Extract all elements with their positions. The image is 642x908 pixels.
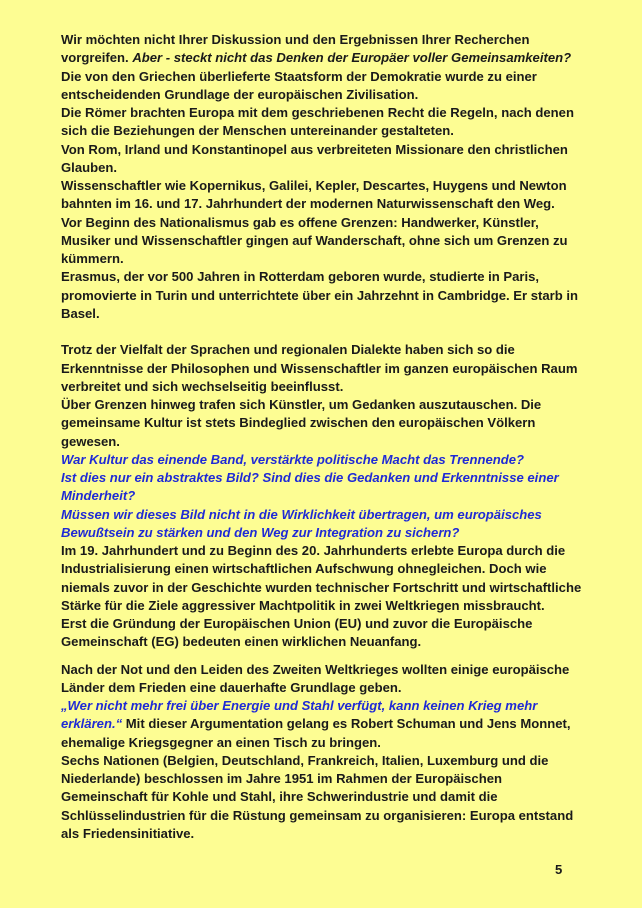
- document-page: [61, 31, 591, 843]
- quote-followup: Mit dieser Argumentation gelang es Robert Schuman und Jens Monnet, ehemalige Kriegsgegner an einen Tisch zu bringen.: [61, 716, 571, 750]
- paragraph-missionaries: Von Rom, Irland und Konstantinopel aus verbreiteten Missionare den christlichen Glauben.: [61, 141, 568, 175]
- schuman-quote: „Wer nicht mehr frei über Energie und Stahl verfügt, kann keinen Krieg mehr erklären.“: [61, 698, 538, 732]
- paragraph-artists: Über Grenzen hinweg trafen sich Künstler, um Gedanken auszutauschen. Die gemeinsame Kultur ist stets Bindeglied zwischen den europäischen Völkern gewesen.: [61, 397, 542, 449]
- question-abstract: Ist dies nur ein abstraktes Bild? Sind dies die Gedanken und Erkenntnisse einer Minderheit?: [61, 470, 559, 504]
- paragraph-romans: Die Römer brachten Europa mit dem geschriebenen Recht die Regeln, nach denen sich die Beziehungen der Menschen untereinander gestalteten.: [61, 105, 574, 139]
- paragraph-scientists: Wissenschaftler wie Kopernikus, Galilei, Kepler, Descartes, Huygens und Newton bahnten im 16. und 17. Jahrhundert der modernen Naturwissenschaft den Weg.: [61, 178, 567, 212]
- paragraph-industrialization: Im 19. Jahrhundert und zu Beginn des 20. Jahrhunderts erlebte Europa durch die Industrialisierung einen wirtschaftlichen Aufschwung ohnegleichen. Doch wie niemals zuvor in der Geschichte wurden technischer Fortschritt und wirtschaftliche Stärke für die Ziele aggressiver Machtpolitik in zwei Weltkriegen missbraucht.: [61, 543, 582, 613]
- paragraph-democracy: Die von den Griechen überlieferte Staatsform der Demokratie wurde zu einer entscheidenden Grundlage der europäischen Zivilisation.: [61, 68, 537, 102]
- paragraph-quote: [61, 697, 591, 752]
- paragraph-postwar: Nach der Not und den Leiden des Zweiten Weltkrieges wollten einige europäische Länder dem Frieden eine dauerhafte Grundlage geben.: [61, 661, 570, 695]
- intro-text: Wir möchten nicht Ihrer Diskussion und den Ergebnissen Ihrer Recherchen vorgreifen.: [61, 32, 530, 66]
- section-culture: [61, 341, 591, 542]
- section-peace: [61, 661, 591, 844]
- paragraph-eu-founding: Erst die Gründung der Europäischen Union (EU) und zuvor die Europäische Gemeinschaft (EG) bedeuten einen wirklichen Neuanfang.: [61, 616, 533, 650]
- question-culture: War Kultur das einende Band, verstärkte politische Macht das Trennende?: [61, 451, 525, 467]
- paragraph-ecsc: Sechs Nationen (Belgien, Deutschland, Frankreich, Italien, Luxemburg und die Niederlande) beschlossen im Jahre 1951 im Rahmen der Europäischen Gemeinschaft für Kohle und Stahl, ihre Schwerindustrie und damit die Schlüsselindustrien für die Rüstung gemeinsam zu organisieren: Europa entstand als Friedensinitiative.: [61, 752, 574, 841]
- intro-question: Aber - steckt nicht das Denken der Europäer voller Gemeinsamkeiten?: [132, 50, 572, 66]
- paragraph-intro: [61, 31, 591, 68]
- paragraph-diversity: Trotz der Vielfalt der Sprachen und regionalen Dialekte haben sich so die Erkenntnisse der Philosophen und Wissenschaftler im ganzen europäischen Raum verbreitet und sich wechselseitig beeinflusst.: [61, 342, 578, 394]
- page-number: 5: [555, 862, 563, 877]
- paragraph-erasmus: Erasmus, der vor 500 Jahren in Rotterdam geboren wurde, studierte in Paris, promovierte in Turin und unterrichtete über ein Jahrzehnt in Cambridge. Er starb in Basel.: [61, 269, 579, 321]
- question-reality: Müssen wir dieses Bild nicht in die Wirklichkeit übertragen, um europäisches Bewußtsein zu stärken und den Weg zur Integration zu sichern?: [61, 506, 542, 540]
- paragraph-open-borders: Vor Beginn des Nationalismus gab es offene Grenzen: Handwerker, Künstler, Musiker und Wissenschaftler gingen auf Wanderschaft, ohne sich um Grenzen zu kümmern.: [61, 214, 568, 266]
- section-intro: [61, 31, 591, 323]
